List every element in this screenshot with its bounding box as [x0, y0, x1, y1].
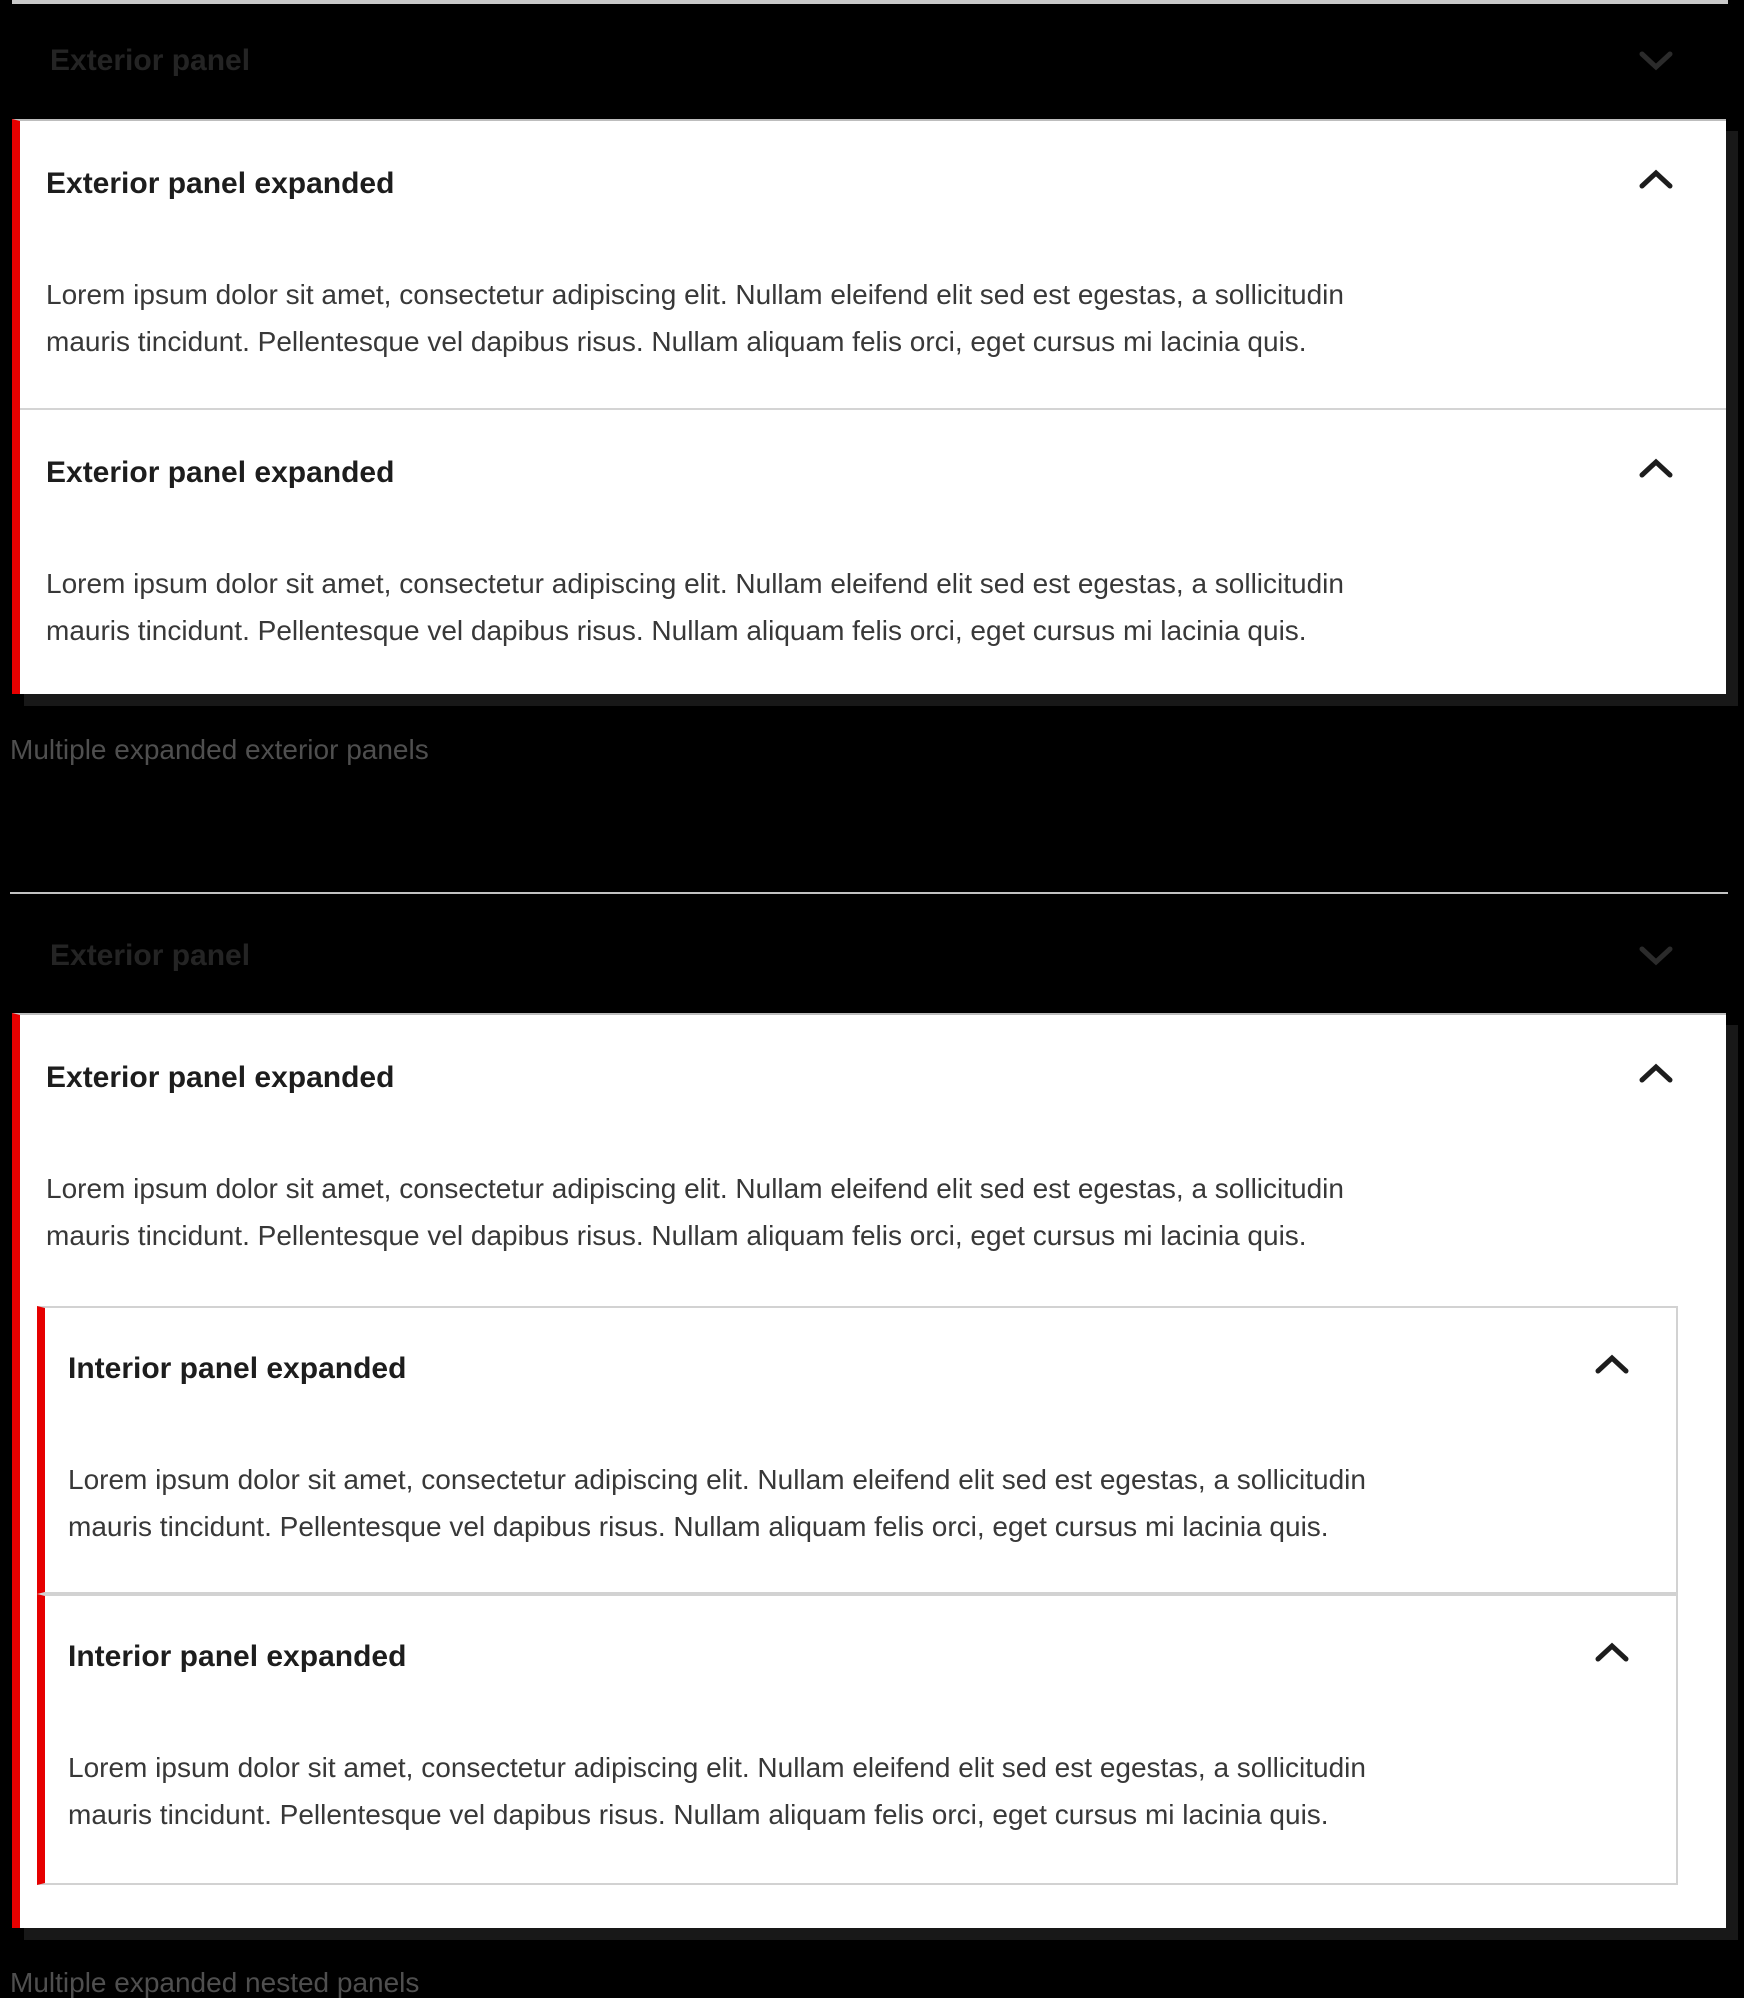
chevron-up-icon	[1638, 456, 1674, 480]
panel-body-text	[46, 1165, 1686, 1259]
panel-title: Interior panel expanded	[68, 1352, 407, 1385]
panel-title: Exterior panel expanded	[46, 456, 395, 489]
body-line: Lorem ipsum dolor sit amet, consectetur adipiscing elit. Nullam eleifend elit sed est egestas, a sollicitudin	[46, 568, 1344, 599]
body-line: mauris tincidunt. Pellentesque vel dapibus risus. Nullam aliquam felis orci, eget cursus mi lacinia quis.	[46, 326, 1307, 357]
body-line: Lorem ipsum dolor sit amet, consectetur adipiscing elit. Nullam eleifend elit sed est egestas, a sollicitudin	[46, 279, 1344, 310]
panel-title: Exterior panel expanded	[46, 1061, 395, 1094]
exterior-panel-group	[12, 119, 1726, 694]
chevron-up-icon	[1594, 1640, 1630, 1664]
body-line: Lorem ipsum dolor sit amet, consectetur adipiscing elit. Nullam eleifend elit sed est egestas, a sollicitudin	[46, 1173, 1344, 1204]
body-line: mauris tincidunt. Pellentesque vel dapibus risus. Nullam aliquam felis orci, eget cursus mi lacinia quis.	[46, 1220, 1307, 1251]
example-caption: Multiple expanded exterior panels	[10, 734, 429, 765]
example-caption: Multiple expanded nested panels	[10, 1967, 420, 1998]
chevron-down-icon	[1638, 49, 1674, 73]
body-line: mauris tincidunt. Pellentesque vel dapibus risus. Nullam aliquam felis orci, eget cursus mi lacinia quis.	[68, 1511, 1329, 1542]
panel-title: Exterior panel expanded	[46, 167, 395, 200]
body-line: Lorem ipsum dolor sit amet, consectetur adipiscing elit. Nullam eleifend elit sed est egestas, a sollicitudin	[68, 1464, 1366, 1495]
panel-header-toggle[interactable]	[20, 410, 1726, 522]
body-line: mauris tincidunt. Pellentesque vel dapibus risus. Nullam aliquam felis orci, eget cursus mi lacinia quis.	[68, 1799, 1329, 1830]
chevron-up-icon	[1638, 167, 1674, 191]
collapsed-panel-title: Exterior panel	[50, 44, 251, 77]
chevron-up-icon	[1594, 1352, 1630, 1376]
body-line: Lorem ipsum dolor sit amet, consectetur adipiscing elit. Nullam eleifend elit sed est egestas, a sollicitudin	[68, 1752, 1366, 1783]
chevron-down-icon	[1638, 944, 1674, 968]
panel-body-text	[46, 560, 1686, 654]
body-line: mauris tincidunt. Pellentesque vel dapibus risus. Nullam aliquam felis orci, eget cursus mi lacinia quis.	[46, 615, 1307, 646]
panel-title: Interior panel expanded	[68, 1640, 407, 1673]
panel-header-toggle[interactable]	[20, 121, 1726, 233]
exterior-expanded-panel	[20, 408, 1726, 696]
panel-header-toggle[interactable]	[45, 1596, 1676, 1700]
cut-off-panel-edge	[12, 0, 1728, 4]
panel-header-toggle[interactable]	[20, 1015, 1726, 1127]
section-divider	[10, 892, 1728, 894]
panel-header-toggle[interactable]	[45, 1308, 1676, 1412]
interior-expanded-panel	[37, 1306, 1678, 1594]
panel-body-text	[68, 1456, 1636, 1550]
exterior-panel-group-nested	[12, 1013, 1726, 1928]
panel-body-text	[68, 1744, 1636, 1838]
interior-expanded-panel	[37, 1594, 1678, 1885]
collapsed-panel-title: Exterior panel	[50, 939, 251, 972]
exterior-panel-collapsed-header[interactable]	[12, 32, 1726, 90]
chevron-up-icon	[1638, 1061, 1674, 1085]
exterior-panel-collapsed-header[interactable]	[12, 927, 1726, 985]
exterior-expanded-panel	[20, 121, 1726, 408]
panel-body-text	[46, 271, 1686, 365]
